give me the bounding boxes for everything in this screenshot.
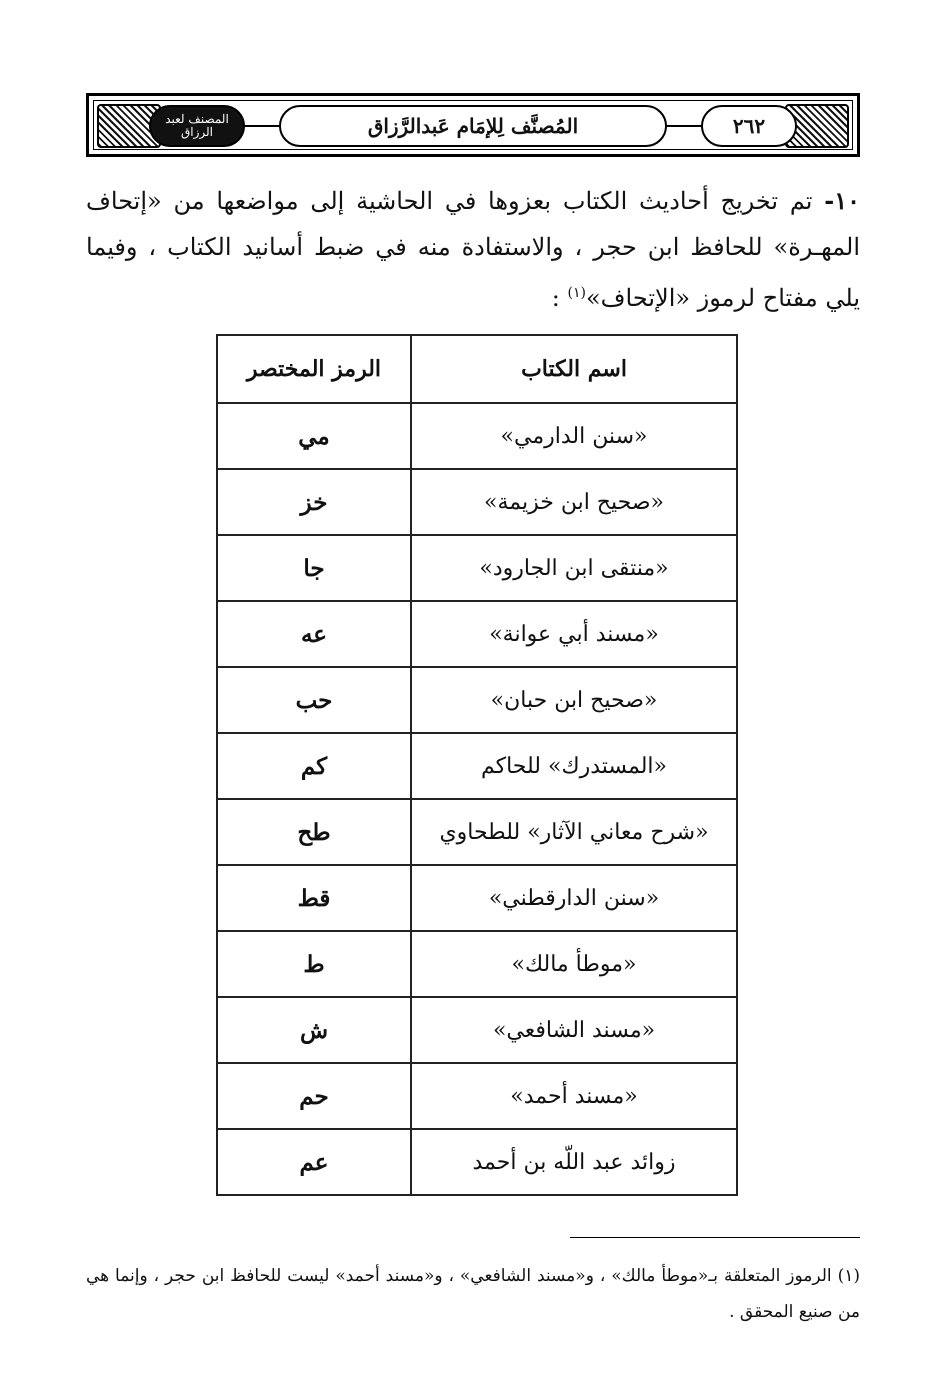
book-name: زوائد عبد اللّه بن أحمد xyxy=(411,1129,737,1195)
book-name: «صحيح ابن حبان» xyxy=(411,667,737,733)
table-row xyxy=(217,1129,737,1195)
book-name: «مسند الشافعي» xyxy=(411,997,737,1063)
table-row xyxy=(217,403,737,469)
book-name: «صحيح ابن خزيمة» xyxy=(411,469,737,535)
footnote-reference[interactable]: (١) xyxy=(567,285,586,301)
book-name: «سنن الدارمي» xyxy=(411,403,737,469)
footnote xyxy=(86,1258,860,1330)
header-book-name: اسم الكتاب xyxy=(411,335,737,403)
table-row xyxy=(217,535,737,601)
book-name: «مسند أحمد» xyxy=(411,1063,737,1129)
table-row xyxy=(217,799,737,865)
page-header xyxy=(86,93,860,157)
book-code: جا xyxy=(217,535,411,601)
book-code: عم xyxy=(217,1129,411,1195)
header-short-code: الرمز المختصر xyxy=(217,335,411,403)
book-code: مي xyxy=(217,403,411,469)
book-name: «موطأ مالك» xyxy=(411,931,737,997)
paragraph-tail: : xyxy=(551,284,568,312)
logo-text: المصنف لعبد الرزاق xyxy=(165,112,229,139)
book-name: «المستدرك» للحاكم xyxy=(411,733,737,799)
table-row xyxy=(217,997,737,1063)
book-code: خز xyxy=(217,469,411,535)
book-code: كم xyxy=(217,733,411,799)
table-header-row xyxy=(217,335,737,403)
table-row xyxy=(217,667,737,733)
symbols-table xyxy=(216,334,738,1196)
table-row xyxy=(217,865,737,931)
running-title xyxy=(279,105,667,147)
book-code: عه xyxy=(217,601,411,667)
header-ornament-line-right xyxy=(667,125,701,127)
page-number-medallion xyxy=(701,105,797,147)
book-code: ش xyxy=(217,997,411,1063)
page-number: ٢٦٢ xyxy=(732,114,766,138)
footnote-separator xyxy=(570,1237,860,1238)
book-code: قط xyxy=(217,865,411,931)
table-row xyxy=(217,931,737,997)
header-ornament-line-left xyxy=(245,125,279,127)
footnote-text: (١) الرموز المتعلقة بـ«موطأ مالك» ، و«مسند الشافعي» ، و«مسند أحمد» ليست للحافظ ابن حجر ، وإنما هي من صنيع المحقق . xyxy=(86,1266,860,1322)
book-name: «منتقى ابن الجارود» xyxy=(411,535,737,601)
book-code: حب xyxy=(217,667,411,733)
book-name: «سنن الدارقطني» xyxy=(411,865,737,931)
table-row xyxy=(217,469,737,535)
table-row xyxy=(217,733,737,799)
running-title-text: المُصنَّف لِلإمَام عَبدالرَّزاق xyxy=(367,114,579,138)
paragraph-text: تم تخريج أحاديث الكتاب بعزوها في الحاشية إلى مواضعها من «إتحاف المهـرة» للحافظ ابن حجر ، والاستفادة منه في ضبط أسانيد الكتاب ، وفيما يلي مفتاح لرموز «الإتحاف» xyxy=(86,187,860,312)
body-paragraph xyxy=(86,178,860,321)
book-code: طح xyxy=(217,799,411,865)
table-row xyxy=(217,1063,737,1129)
book-code: حم xyxy=(217,1063,411,1129)
book-name: «شرح معاني الآثار» للطحاوي xyxy=(411,799,737,865)
book-code: ط xyxy=(217,931,411,997)
paragraph-number: ١٠- xyxy=(824,186,860,215)
table-row xyxy=(217,601,737,667)
logo-medallion xyxy=(149,105,245,147)
book-name: «مسند أبي عوانة» xyxy=(411,601,737,667)
